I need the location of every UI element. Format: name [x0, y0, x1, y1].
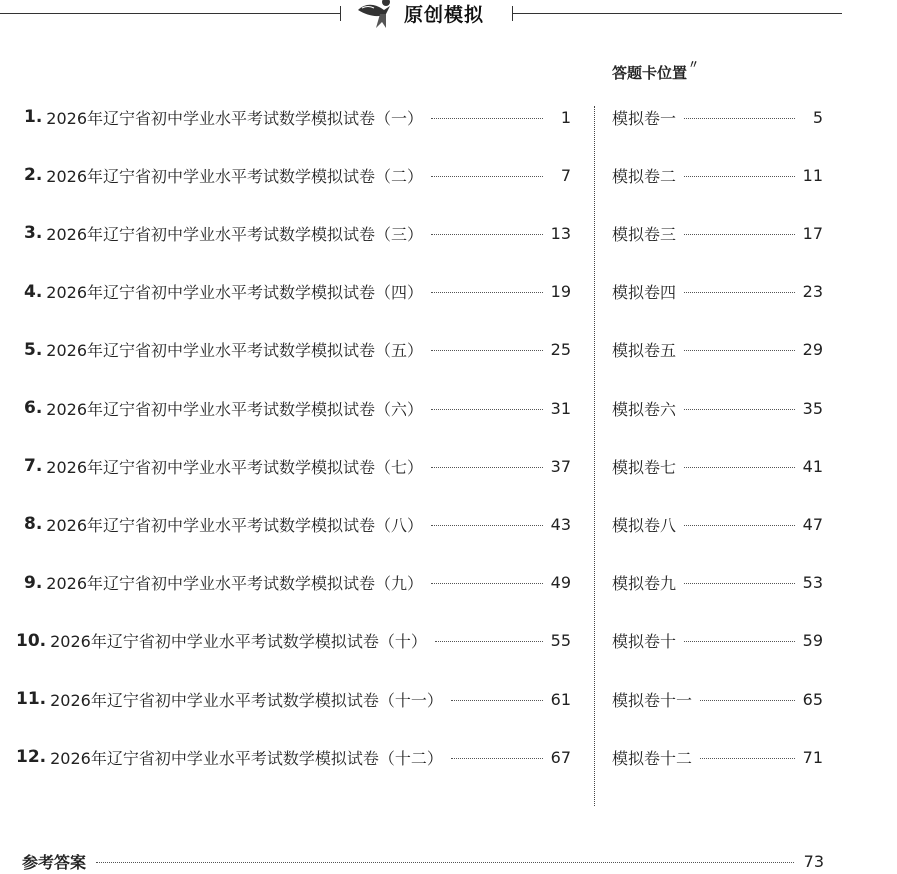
toc-paper-row[interactable]	[24, 395, 571, 421]
toc-card-row[interactable]	[612, 220, 823, 246]
dot-leader	[431, 525, 543, 526]
dot-leader	[431, 409, 543, 410]
toc-card-row[interactable]	[612, 162, 823, 188]
card-page-number: 17	[802, 223, 823, 243]
toc-card-row[interactable]	[612, 628, 823, 654]
dot-leader	[684, 118, 795, 119]
toc-card-row[interactable]	[612, 337, 823, 363]
paper-title: 2026年辽宁省初中学业水平考试数学模拟试卷（六）	[46, 399, 424, 419]
card-label: 模拟卷七	[612, 457, 677, 477]
paper-title: 2026年辽宁省初中学业水平考试数学模拟试卷（七）	[46, 457, 424, 477]
toc-card-row[interactable]	[612, 104, 823, 130]
paper-title: 2026年辽宁省初中学业水平考试数学模拟试卷（三）	[46, 224, 424, 244]
paper-number: 12.	[16, 747, 47, 768]
paper-title: 2026年辽宁省初中学业水平考试数学模拟试卷（八）	[46, 515, 424, 535]
toc-paper-row[interactable]	[16, 628, 571, 654]
toc-paper-row[interactable]	[24, 337, 571, 363]
paper-number: 3.	[24, 223, 43, 244]
toc-paper-row[interactable]	[24, 570, 571, 596]
dot-leader	[435, 641, 543, 642]
toc-paper-row[interactable]	[24, 104, 571, 130]
header-rule-left	[0, 13, 340, 14]
toc-paper-row[interactable]	[24, 162, 571, 188]
toc-card-row[interactable]	[612, 279, 823, 305]
dot-leader	[431, 583, 543, 584]
answers-label: 参考答案	[22, 852, 87, 872]
paper-title: 2026年辽宁省初中学业水平考试数学模拟试卷（十）	[50, 632, 427, 652]
dot-leader	[684, 409, 795, 410]
toc-paper-row[interactable]	[24, 511, 571, 537]
dot-leader	[431, 118, 543, 119]
card-label: 模拟卷八	[612, 515, 677, 535]
paper-page-number: 13	[550, 223, 571, 243]
card-page-number: 71	[802, 747, 823, 767]
answer-card-heading	[612, 58, 700, 83]
card-page-number: 47	[802, 514, 823, 534]
dot-leader	[431, 292, 543, 293]
dot-leader	[684, 292, 795, 293]
page-title: 原创模拟	[404, 4, 485, 26]
paper-number: 11.	[16, 689, 47, 709]
paper-page-number: 1	[560, 107, 571, 127]
toc-card-row[interactable]	[612, 744, 823, 770]
paper-page-number: 43	[550, 514, 571, 534]
toc-card-row[interactable]	[612, 453, 823, 479]
dot-leader	[700, 758, 795, 759]
toc-paper-row[interactable]	[24, 279, 571, 305]
dot-leader	[431, 467, 543, 468]
paper-page-number: 55	[550, 631, 571, 651]
dot-leader	[684, 525, 795, 526]
dot-leader	[451, 758, 543, 759]
card-label: 模拟卷十二	[612, 748, 693, 768]
dot-leader	[684, 467, 795, 468]
card-label: 模拟卷十一	[612, 690, 693, 710]
answers-toc-row[interactable]	[22, 848, 824, 874]
toc-card-row[interactable]	[612, 570, 823, 596]
dot-leader	[684, 641, 795, 642]
paper-title: 2026年辽宁省初中学业水平考试数学模拟试卷（十一）	[50, 690, 443, 710]
paper-number: 8.	[24, 514, 43, 535]
card-page-number: 41	[802, 456, 823, 476]
section-logo-icon	[356, 0, 400, 30]
answers-page-number: 73	[803, 851, 824, 871]
toc-card-row[interactable]	[612, 395, 823, 421]
header-rule-right	[512, 13, 842, 14]
toc-paper-row[interactable]	[24, 220, 571, 246]
card-page-number: 29	[802, 340, 823, 360]
card-label: 模拟卷二	[612, 166, 677, 186]
card-page-number: 53	[802, 573, 823, 593]
paper-number: 7.	[24, 456, 43, 477]
card-page-number: 23	[802, 282, 823, 302]
card-page-number: 35	[802, 398, 823, 418]
dot-leader	[451, 700, 543, 701]
paper-title: 2026年辽宁省初中学业水平考试数学模拟试卷（一）	[46, 108, 424, 128]
card-label: 模拟卷九	[612, 574, 677, 594]
dot-leader	[431, 176, 543, 177]
paper-number: 2.	[24, 165, 43, 186]
toc-paper-row[interactable]	[16, 686, 571, 712]
card-label: 模拟卷四	[612, 283, 677, 303]
paper-number: 10.	[16, 630, 47, 651]
card-page-number: 5	[812, 107, 823, 127]
paper-number: 6.	[24, 398, 43, 418]
card-label: 模拟卷六	[612, 399, 677, 419]
card-label: 模拟卷三	[612, 224, 677, 244]
dot-leader	[431, 234, 543, 235]
dot-leader	[684, 350, 795, 351]
paper-title: 2026年辽宁省初中学业水平考试数学模拟试卷（二）	[46, 166, 424, 186]
paper-number: 1.	[24, 107, 43, 127]
toc-paper-row[interactable]	[24, 453, 571, 479]
dot-leader	[684, 176, 795, 177]
card-label: 模拟卷一	[612, 108, 677, 128]
card-label: 模拟卷五	[612, 341, 677, 361]
dot-leader	[684, 234, 795, 235]
section-header	[0, 0, 897, 34]
paper-number: 5.	[24, 339, 43, 360]
paper-page-number: 37	[550, 456, 571, 476]
dot-leader	[700, 700, 795, 701]
dot-leader	[431, 350, 543, 351]
card-page-number: 11	[802, 165, 823, 185]
card-label: 模拟卷十	[612, 632, 677, 652]
paper-page-number: 31	[550, 398, 571, 418]
paper-page-number: 25	[550, 340, 571, 360]
card-page-number: 65	[802, 689, 823, 709]
dot-leader	[96, 862, 794, 863]
paper-page-number: 49	[550, 573, 571, 593]
paper-number: 4.	[24, 281, 43, 302]
paper-page-number: 61	[550, 689, 571, 709]
paper-title: 2026年辽宁省初中学业水平考试数学模拟试卷（九）	[46, 574, 424, 594]
column-divider	[594, 106, 595, 806]
toc-card-row[interactable]	[612, 686, 823, 712]
paper-number: 9.	[24, 572, 43, 593]
paper-page-number: 67	[550, 747, 571, 767]
paper-title: 2026年辽宁省初中学业水平考试数学模拟试卷（十二）	[50, 748, 443, 768]
toc-card-row[interactable]	[612, 511, 823, 537]
paper-page-number: 7	[560, 165, 571, 185]
dot-leader	[684, 583, 795, 584]
answer-card-heading-text: 答题卡位置	[612, 64, 688, 82]
paper-title: 2026年辽宁省初中学业水平考试数学模拟试卷（五）	[46, 341, 424, 361]
card-page-number: 59	[802, 631, 823, 651]
answer-card-mark: 〃	[688, 58, 700, 71]
paper-page-number: 19	[550, 282, 571, 302]
paper-title: 2026年辽宁省初中学业水平考试数学模拟试卷（四）	[46, 283, 424, 303]
toc-paper-row[interactable]	[16, 744, 571, 770]
header-tick-left	[340, 6, 341, 21]
